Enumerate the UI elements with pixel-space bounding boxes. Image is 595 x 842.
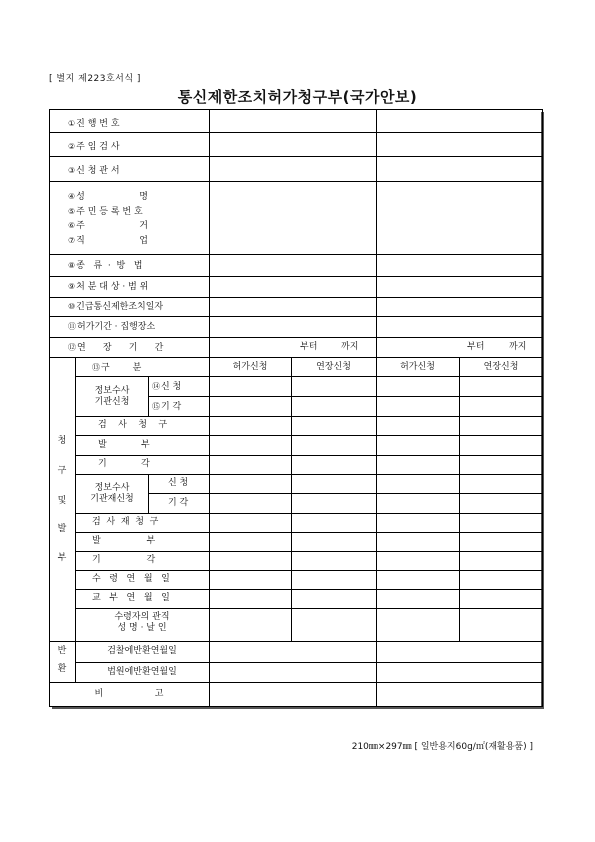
label-issue-2: 발 부 (92, 536, 156, 546)
row-divider (75, 513, 543, 514)
row-divider (75, 532, 543, 533)
label-dismiss-2: 기 각 (92, 555, 156, 565)
col-divider (148, 474, 149, 513)
row-divider (49, 316, 543, 317)
col-header-permit-2: 허가신청 (400, 362, 435, 372)
label-return-prosecution: 검찰에반환연월일 (107, 646, 177, 656)
row-divider (75, 570, 543, 571)
until-text: 까지 (509, 342, 527, 352)
row-divider (75, 608, 543, 609)
side-label-char: 및 (57, 496, 67, 506)
label-address: ⑥주 거 (68, 221, 148, 231)
label-resident-number: ⑤주 민 등 록 번 호 (68, 207, 143, 217)
label-applying-agency: ③신 청 관 서 (68, 166, 120, 176)
row-divider (49, 132, 543, 133)
label-period-place: ⑪허가기간 · 집행장소 (68, 322, 156, 332)
row-divider (49, 337, 543, 338)
label-dismiss: 기 각 (98, 459, 150, 469)
row-divider (49, 641, 543, 642)
side-label-char: 구 (57, 466, 67, 476)
label-type-method: ⑧종 류 · 방 법 (68, 261, 143, 271)
row-divider (49, 682, 543, 683)
col-divider (291, 357, 292, 641)
side-label-char: 부 (57, 553, 67, 563)
col-divider (209, 357, 210, 641)
label-agency-reapplication: 정보수사 기관재신청 (90, 483, 134, 504)
label-agency-application: 정보수사 기관신청 (94, 386, 130, 407)
label-name: ④성 명 (68, 192, 148, 202)
from-text: 부터 (467, 342, 485, 352)
label-occupation: ⑦직 업 (68, 236, 148, 246)
col-divider (376, 109, 377, 357)
col-divider (209, 641, 210, 707)
row-divider (148, 396, 543, 397)
row-divider (49, 181, 543, 182)
label-extension-period: ⑫연 장 기 간 (68, 343, 164, 353)
label-prosecutor-claim: 검 사 청 구 (98, 420, 168, 430)
row-divider (75, 551, 543, 552)
col-header-extension-2: 연장신청 (483, 362, 519, 372)
label-return-court: 법원에반환연월일 (107, 667, 177, 677)
return-side-char: 환 (57, 664, 67, 674)
row-divider (49, 357, 543, 358)
label-apply: ⑭신 청 (152, 382, 182, 392)
row-divider (75, 662, 543, 663)
row-divider (75, 435, 543, 436)
label-case-number: ①진 행 번 호 (68, 119, 120, 129)
side-label-char: 청 (57, 436, 67, 446)
label-prosecutor-reclaim: 검 사 재 청 구 (92, 517, 159, 527)
col-divider (148, 376, 149, 416)
row-divider (49, 297, 543, 298)
label-issue: 발 부 (98, 440, 150, 450)
row-divider (75, 416, 543, 417)
label-target-scope: ⑨처 분 대 상 · 범 위 (68, 282, 149, 292)
row-divider (49, 254, 543, 255)
label-deliver-date: 교 부 연 월 일 (92, 593, 170, 603)
side-label-char: 발 (57, 524, 67, 534)
label-remarks: 비 고 (94, 689, 164, 699)
col-divider (376, 357, 377, 641)
footer-paper-spec: 210㎜×297㎜ [ 일반용지60g/㎡(재활용품) ] (351, 742, 533, 752)
row-divider (148, 493, 543, 494)
label-prosecutor: ②주 임 검 사 (68, 142, 120, 152)
row-divider (49, 156, 543, 157)
row-divider (75, 474, 543, 475)
row-divider (75, 589, 543, 590)
label-receiver-signature: 수령자의 관직 성 명 · 날 인 (114, 612, 170, 633)
row-divider (75, 376, 543, 377)
label-reapply: 신 청 (168, 478, 189, 488)
return-side-char: 반 (57, 646, 67, 656)
page-title: 통신제한조치허가청구부(국가안보) (177, 88, 418, 106)
col-divider (75, 357, 76, 682)
row-divider (49, 276, 543, 277)
label-receive-date: 수 령 연 월 일 (92, 574, 170, 584)
label-rereject: 기 각 (168, 498, 189, 508)
from-text: 부터 (300, 342, 318, 352)
col-header-permit-1: 허가신청 (232, 362, 268, 372)
col-divider (209, 109, 210, 357)
label-reject: ⑮기 각 (152, 402, 182, 412)
col-divider (459, 357, 460, 641)
until-text: 까지 (341, 342, 359, 352)
form-number: [ 별지 제223호서식 ] (49, 74, 141, 84)
col-header-extension-1: 연장신청 (316, 362, 351, 372)
label-category: ⑬구 분 (92, 363, 142, 373)
row-divider (75, 455, 543, 456)
col-divider (376, 641, 377, 707)
label-emergency-date: ⑩긴급통신제한조치일자 (68, 302, 164, 312)
